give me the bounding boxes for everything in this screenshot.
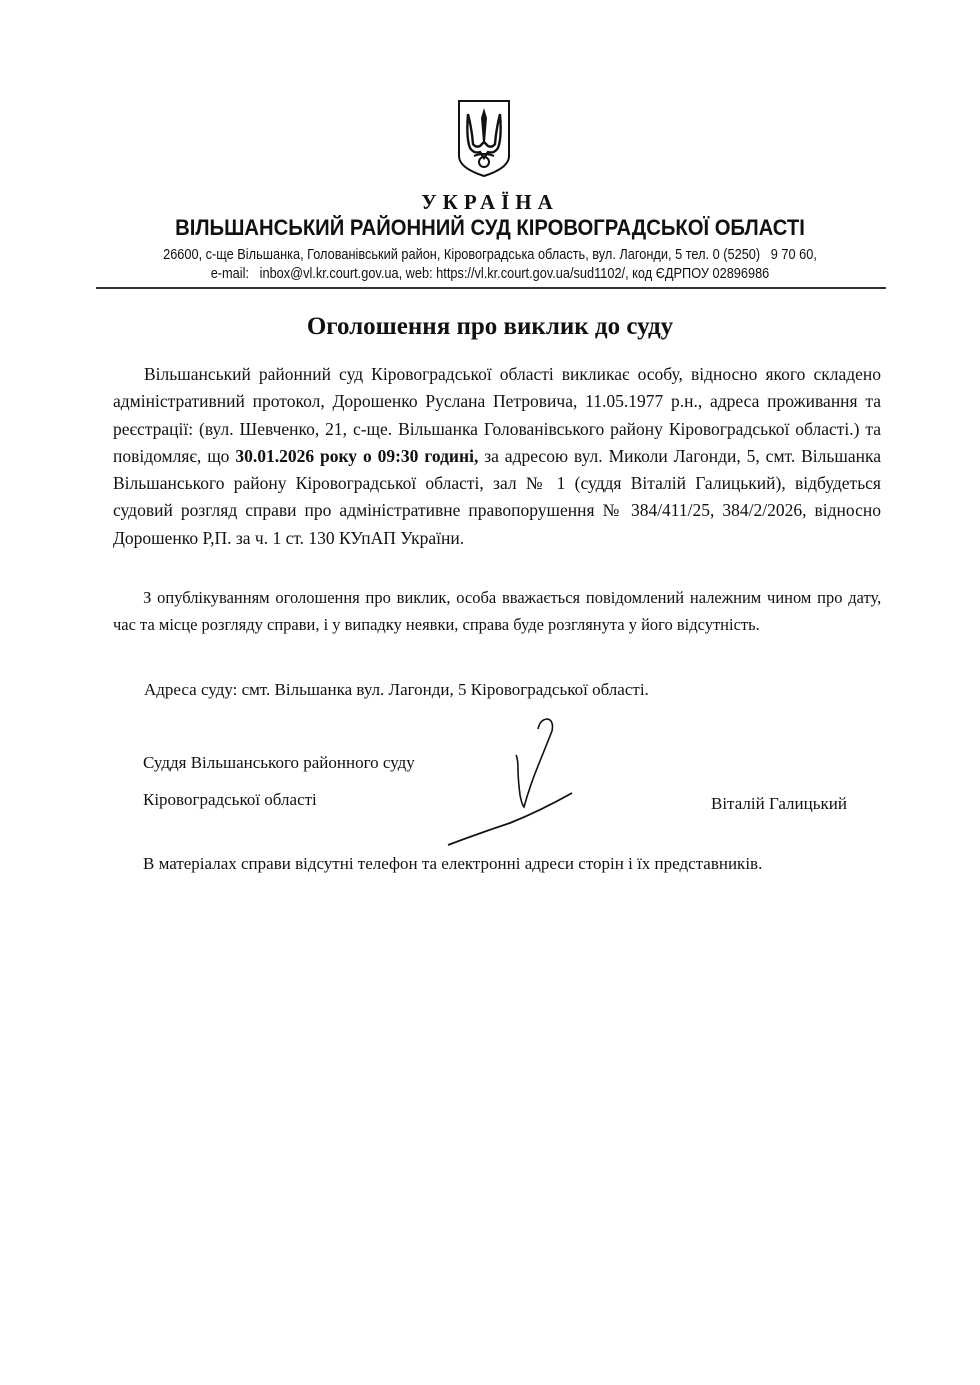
hearing-datetime: 30.01.2026 року о 09:30 годині, [235, 445, 479, 466]
summons-text-start: Вільшанський районний суд Кіровоградської області викликає особу, відносно якого складено адміністративний протокол, Дорошенко Руслана Петровича, 11.05.1977 р.н., адреса проживання та реєстрації: (вул. Шевченко, 21, с-ще. Вільшанка Голованівського району Кіровоградської області.) та повідомляє, що [113, 364, 881, 466]
court-contacts [59, 246, 921, 284]
header-divider [96, 287, 886, 289]
judge-title-line1: Суддя Вільшанського районного суду [143, 753, 415, 772]
footnote: В матеріалах справи відсутні телефон та електронні адреси сторін і їх представників. [143, 854, 763, 873]
court-name-heading: ВІЛЬШАНСЬКИЙ РАЙОННИЙ СУД КІРОВОГРАДСЬКОЇ ОБЛАСТІ [175, 215, 805, 240]
judge-name: Віталій Галицький [711, 794, 847, 813]
country-heading: УКРАЇНА [421, 190, 559, 214]
summons-paragraph [113, 361, 881, 552]
tryzub-coat-of-arms-icon [456, 98, 512, 178]
document-title: Оголошення про виклик до суду [306, 313, 674, 340]
summons-text-end: за адресою вул. Миколи Лагонди, 5, смт. Вільшанка Вільшанського району Кіровоградської області, зал № 1 (суддя Віталій Галицький), відбудеться судовий розгляд справи про адміністративне правопорушення № 384/411/25, 384/2/2026, відносно Дорошенко Р,П. за ч. 1 ст. 130 КУпАП України. [113, 445, 881, 548]
court-address-paragraph: Адреса суду: смт. Вільшанка вул. Лагонди, 5 Кіровоградської області. [144, 680, 649, 699]
address-line: 26600, с-ще Вільшанка, Голованівський район, Кіровоградська область, вул. Лагонди, 5 тел. 0 (5250) 9 70 60, [163, 247, 817, 263]
handwritten-signature-icon [440, 715, 580, 850]
judge-title-line2: Кіровоградської області [143, 790, 317, 809]
notice-paragraph: З опублікуванням оголошення про виклик, особа вважається повідомлений належним чином про дату, час та місце розгляду справи, і у випадку неявки, справа буде розглянута у його відсутність. [113, 588, 882, 635]
contact-line: e-mail: inbox@vl.kr.court.gov.ua, web: https://vl.kr.court.gov.ua/sud1102/, код ЄДРПОУ 02896986 [210, 266, 770, 282]
